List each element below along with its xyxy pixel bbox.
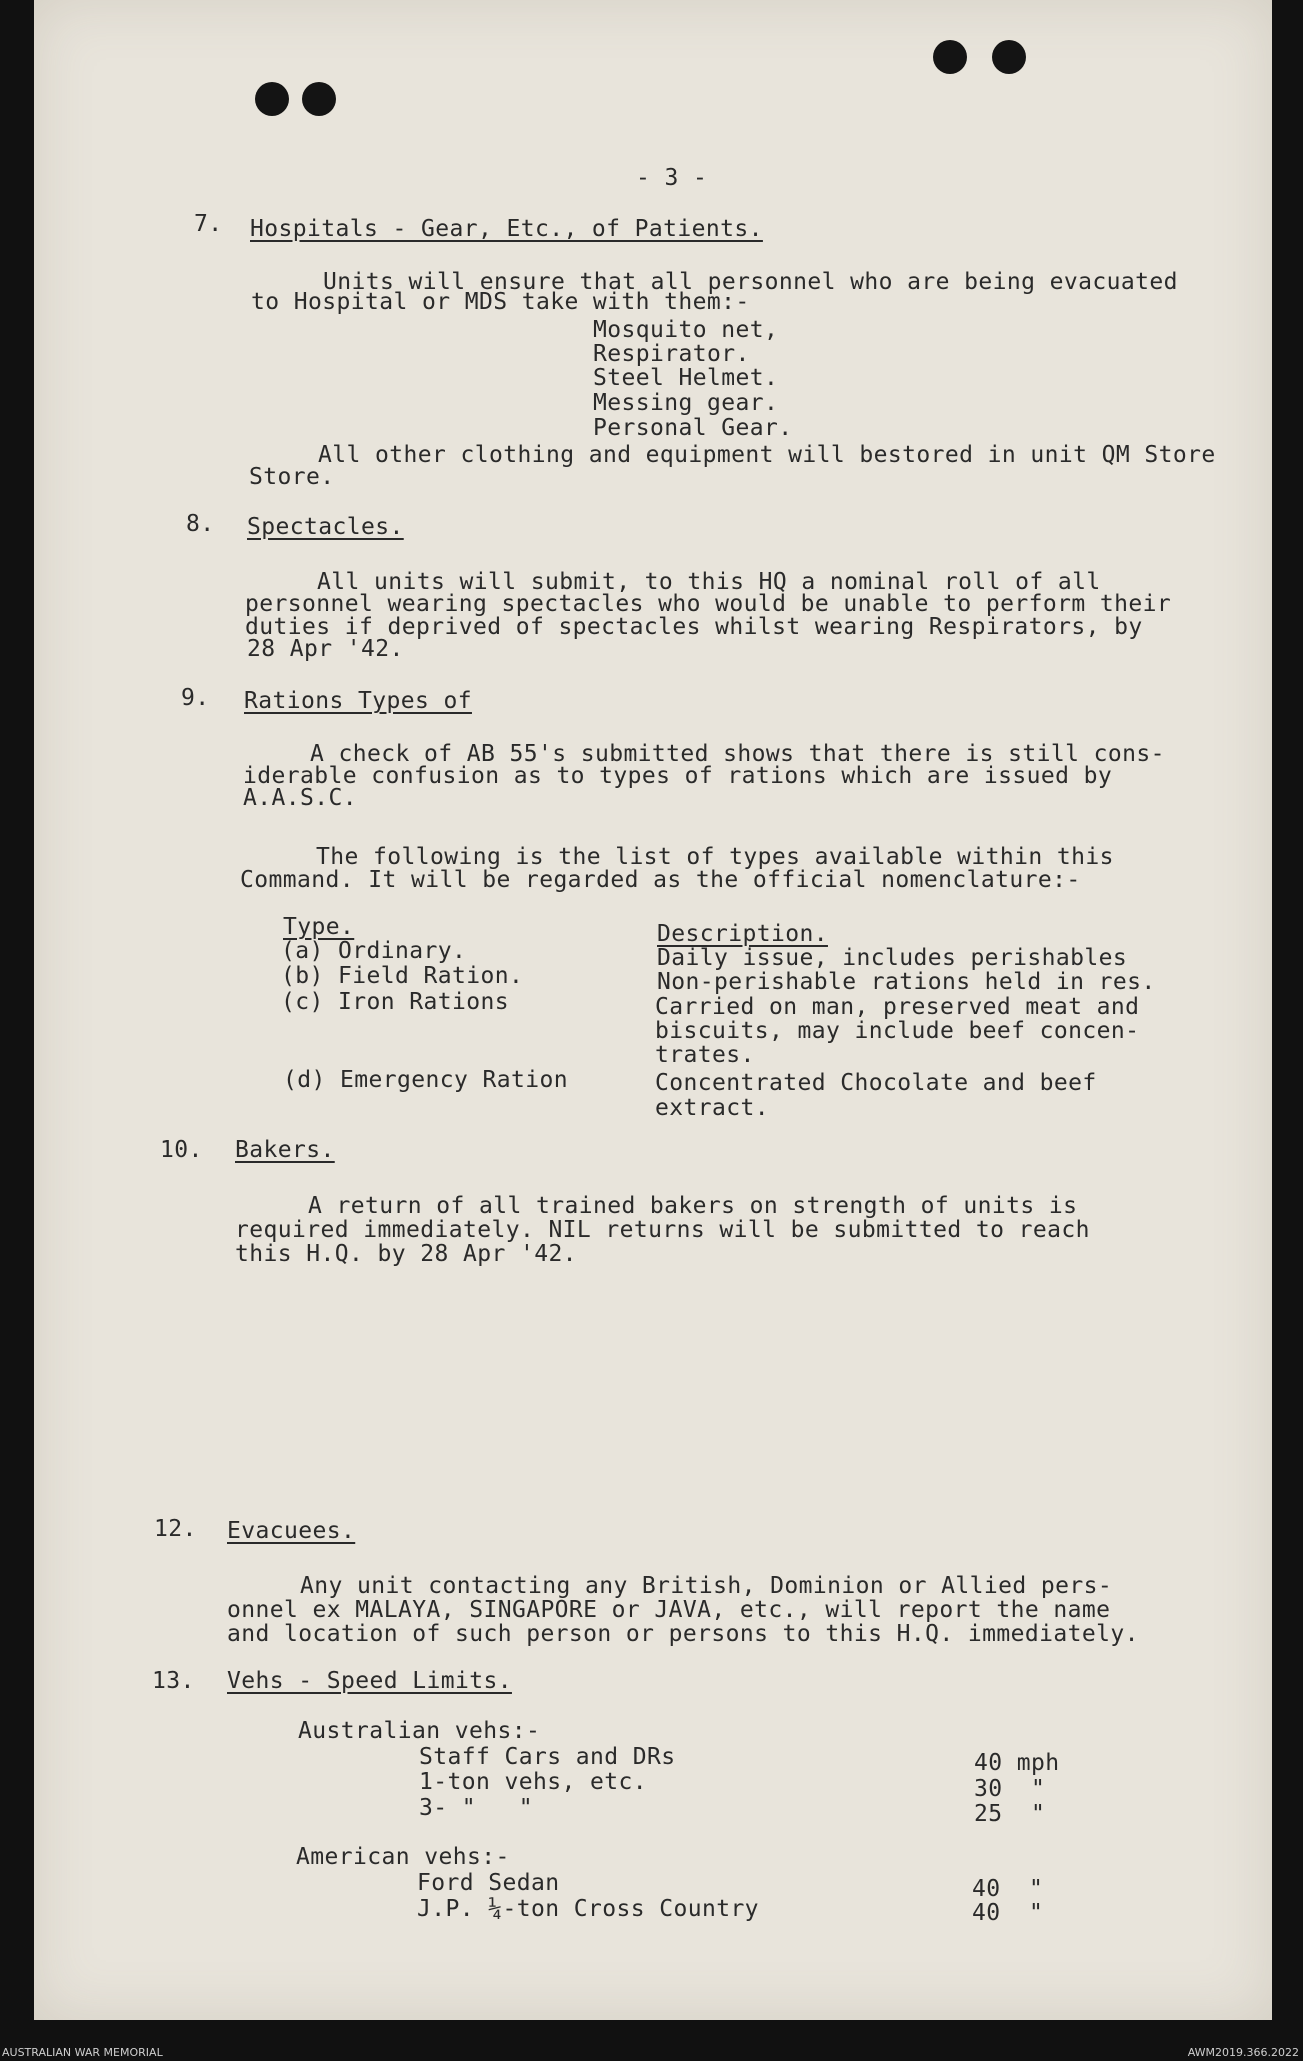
section-12-line: onnel ex MALAYA, SINGAPORE or JAVA, etc., will report the name [227,1597,1111,1623]
speed-limit: 30 " [974,1776,1046,1802]
ration-type: (b) Field Ration. [281,963,524,989]
ration-description: Non-perishable rations held in res. [657,969,1156,995]
section-9-line: A.A.S.C. [243,785,357,811]
page-number: - 3 - [636,165,708,191]
section-12-line: Any unit contacting any British, Dominion or Allied pers- [300,1573,1113,1599]
section-8-line: 28 Apr '42. [247,636,404,662]
ration-description-header: Description. [657,921,828,947]
ration-description: Concentrated Chocolate and beef [655,1070,1097,1096]
section-9-heading: Rations Types of [244,688,472,714]
section-9-line: A check of AB 55's submitted shows that there is still cons- [310,741,1165,767]
section-10-heading: Bakers. [235,1137,335,1163]
ration-type: (a) Ordinary. [281,938,467,964]
australian-vehs-label: Australian vehs:- [298,1718,541,1744]
ration-type: (d) Emergency Ration [283,1067,568,1093]
section-10-line: required immediately. NIL returns will be submitted to reach [235,1217,1090,1243]
ration-description: biscuits, may include beef concen- [655,1018,1140,1044]
ration-description: Daily issue, includes perishables [657,945,1128,971]
section-8-line: personnel wearing spectacles who would be unable to perform their [245,591,1172,617]
kit-item: Respirator. [593,341,750,367]
speed-limit: 40 " [972,1900,1044,1926]
document-page [34,0,1272,2020]
section-13-heading: Vehs - Speed Limits. [227,1668,512,1694]
kit-item: Messing gear. [593,390,779,416]
section-7-para-line: Store. [249,464,335,490]
section-8-line: duties if deprived of spectacles whilst wearing Respirators, by [245,614,1143,640]
ration-description: trates. [655,1042,755,1068]
section-8-number: 8. [186,511,215,537]
kit-item: Personal Gear. [593,415,793,441]
vehicle-type: 1-ton vehs, etc. [419,1769,647,1795]
section-9-line: Command. It will be regarded as the official nomenclature:- [240,867,1081,893]
section-10-line: this H.Q. by 28 Apr '42. [235,1241,577,1267]
section-10-number: 10. [160,1137,203,1163]
vehicle-type: Ford Sedan [417,1870,560,1896]
kit-item: Steel Helmet. [593,365,779,391]
speed-limit: 40 " [972,1876,1044,1902]
section-10-line: A return of all trained bakers on strength of units is [308,1193,1078,1219]
section-9-line: The following is the list of types available within this [316,844,1114,870]
footer-credit: AUSTRALIAN WAR MEMORIAL [2,2046,163,2059]
section-7-para-line: Units will ensure that all personnel who are being evacuated [323,269,1178,295]
section-13-number: 13. [152,1668,195,1694]
punch-hole [255,82,289,116]
section-9-line: iderable confusion as to types of rations which are issued by [243,763,1113,789]
ration-description: Carried on man, preserved meat and [655,994,1140,1020]
section-8-line: All units will submit, to this HQ a nominal roll of all [317,569,1101,595]
section-12-number: 12. [154,1516,197,1542]
punch-hole [933,40,967,74]
ration-type: (c) Iron Rations [281,989,509,1015]
ration-type-header: Type. [283,914,355,940]
speed-limit: 25 " [974,1801,1046,1827]
punch-hole [992,40,1026,74]
section-12-line: and location of such person or persons to this H.Q. immediately. [227,1621,1139,1647]
section-12-heading: Evacuees. [227,1518,356,1544]
ration-description: extract. [655,1095,769,1121]
punch-hole [302,82,336,116]
section-8-heading: Spectacles. [247,514,404,540]
section-7-number: 7. [194,211,223,237]
section-9-number: 9. [181,685,210,711]
vehicle-type: Staff Cars and DRs [419,1744,676,1770]
section-7-para-line: to Hospital or MDS take with them:- [251,289,750,315]
speed-limit: 40 mph [974,1750,1060,1776]
footer-accession-number: AWM2019.366.2022 [1187,2046,1299,2059]
section-7-para-line: All other clothing and equipment will bestored in unit QM Store [318,442,1216,468]
kit-item: Mosquito net, [593,317,779,343]
vehicle-type: 3- " " [419,1795,533,1821]
american-vehs-label: American vehs:- [296,1844,510,1870]
section-7-heading: Hospitals - Gear, Etc., of Patients. [250,216,763,242]
vehicle-type: J.P. ¼-ton Cross Country [417,1896,759,1922]
